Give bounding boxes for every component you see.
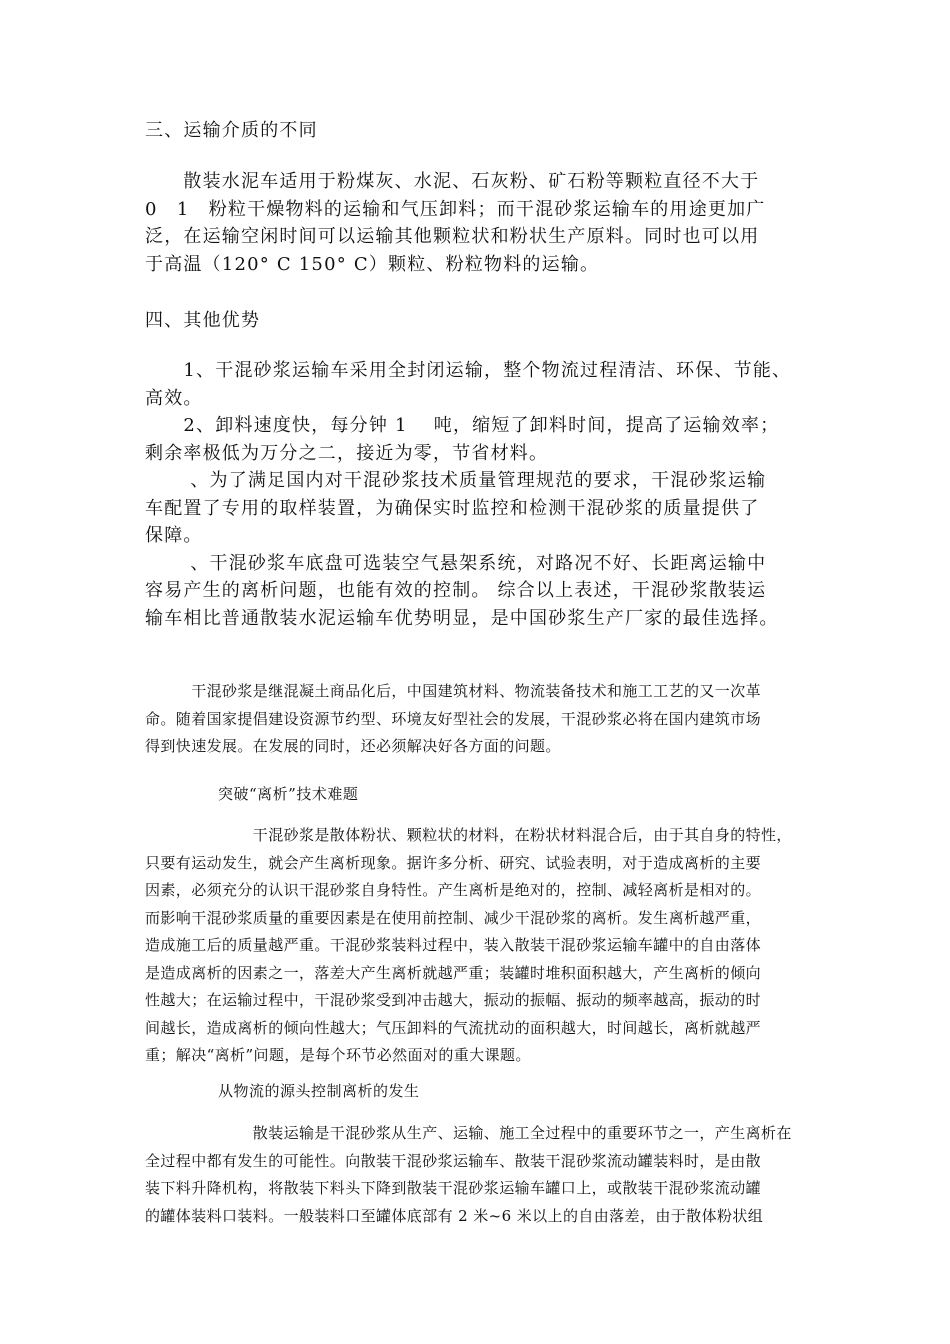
text-line: 命。随着国家提倡建设资源节约型、环境友好型社会的发展，干混砂浆必将在国内建筑市场 <box>145 709 762 728</box>
text-line: 而影响干混砂浆质量的重要因素是在使用前控制、减少干混砂浆的离析。发生离析越严重， <box>145 908 762 927</box>
text-line: 只要有运动发生，就会产生离析现象。据许多分析、研究、试验表明，对于造成离析的主要 <box>145 853 762 872</box>
paragraph-other-advantages <box>145 357 807 632</box>
text-line: 因素，必须充分的认识干混砂浆自身特性。产生离析是绝对的，控制、减轻离析是相对的。 <box>145 881 762 899</box>
text-line: 散装运输是干混砂浆从生产、运输、施工全过程中的重要环节之一，产生离析在 <box>145 1124 792 1142</box>
text-line: 2、卸料速度快，每分钟 1 吨，缩短了卸料时间，提高了运输效率； <box>145 415 780 436</box>
text-line: 是造成离析的因素之一，落差大产生离析就越严重；装罐时堆积面积越大，产生离析的倾向 <box>145 963 762 982</box>
text-line: 全过程中都有发生的可能性。向散装干混砂浆运输车、散装干混砂浆流动罐装料时，是由散 <box>145 1151 762 1170</box>
paragraph-intro <box>145 678 807 761</box>
text-line: 间越长，造成离析的倾向性越大；气压卸料的气流扰动的面积越大，时间越长，离析就越严 <box>145 1018 762 1037</box>
text-line: 的罐体装料口装料。一般装料口至罐体底部有 2 米~6 米以上的自由落差，由于散体粉状组 <box>145 1206 764 1225</box>
text-line: 性越大；在运输过程中，干混砂浆受到冲击越大，振动的振幅、振动的频率越高，振动的时 <box>145 991 762 1009</box>
text-line: 散装水泥车适用于粉煤灰、水泥、石灰粉、矿石粉等颗粒直径不大于 <box>145 171 760 192</box>
text-line: 装下料升降机构，将散装下料头下降到散装干混砂浆运输车罐口上，或散装干混砂浆流动罐 <box>145 1179 762 1197</box>
subheading-source-control: 从物流的源头控制离析的发生 <box>218 1082 420 1100</box>
section-heading-other-advantages: 四、其他优势 <box>145 310 261 331</box>
text-line: 高效。 <box>145 387 203 409</box>
text-line: 保障。 <box>145 525 203 546</box>
paragraph-source-control <box>145 1120 807 1230</box>
text-line: 泛，在运输空闲时间可以运输其他颗粒状和粉状生产原料。同时也可以用 <box>145 226 760 247</box>
section-heading-transport-medium: 三、运输介质的不同 <box>145 120 318 141</box>
text-line: 0 1 粉粒干燥物料的运输和气压卸料；而干混砂浆运输车的用途更加广 <box>145 198 766 220</box>
text-line: 容易产生的离析问题，也能有效的控制。 综合以上表述，干混砂浆散装运 <box>145 580 767 601</box>
text-line: 车配置了专用的取样装置，为确保实时监控和检测干混砂浆的质量提供了 <box>145 497 760 519</box>
text-line: 干混砂浆是散体粉状、颗粒状的材料，在粉状材料混合后，由于其自身的特性， <box>145 826 792 844</box>
text-line: 输车相比普通散装水泥运输车优势明显，是中国砂浆生产厂家的最佳选择。 <box>145 607 779 629</box>
text-line: 1、干混砂浆运输车采用全封闭运输，整个物流过程清洁、环保、节能、 <box>145 360 792 381</box>
text-line: 造成施工后的质量越严重。干混砂浆装料过程中，装入散装干混砂浆运输车罐中的自由落体 <box>145 936 762 954</box>
text-line: 得到快速发展。在发展的同时，还必须解决好各方面的问题。 <box>145 737 561 755</box>
text-line: 重；解决“离析”问题，是每个环节必然面对的重大课题。 <box>145 1046 531 1064</box>
paragraph-segregation <box>145 822 807 1070</box>
subheading-segregation: 突破“离析”技术难题 <box>218 785 359 803</box>
text-line: 剩余率极低为万分之二，接近为零，节省材料。 <box>145 442 549 464</box>
text-line: 于高温（120° C 150° C）颗粒、粉粒物料的运输。 <box>145 253 600 275</box>
text-line: 、干混砂浆车底盘可选装空气悬架系统，对路况不好、长距离运输中 <box>145 552 767 574</box>
text-line: 干混砂浆是继混凝土商品化后，中国建筑材料、物流装备技术和施工工艺的又一次革 <box>145 682 762 700</box>
paragraph-transport-medium <box>145 168 807 278</box>
text-line: 、为了满足国内对干混砂浆技术质量管理规范的要求，干混砂浆运输 <box>145 470 767 491</box>
